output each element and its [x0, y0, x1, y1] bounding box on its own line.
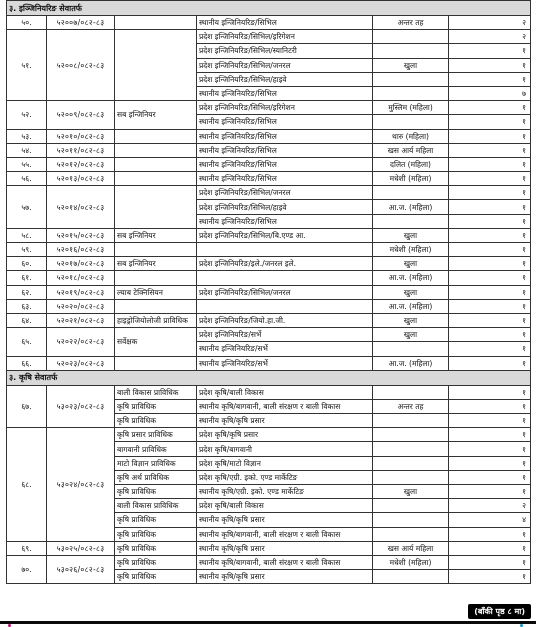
- service-subject: प्रदेश इन्जिनियरिङ/सिभिल/बि.एण्ड आ.: [197, 228, 373, 242]
- vacancy-count: १: [449, 470, 531, 484]
- service-subject: स्थानीय इन्जिनियरिङ/सिभिल: [197, 172, 373, 186]
- vacancy-count: १: [449, 541, 531, 555]
- inclusion-group: खुला: [373, 285, 449, 299]
- inclusion-group: [373, 527, 449, 541]
- vacancy-count: १: [449, 143, 531, 157]
- inclusion-group: [373, 214, 449, 228]
- service-subject: स्थानीय इन्जिनियरिङ/सिभिल: [197, 16, 373, 30]
- designation: कृषि प्राविधिक: [115, 541, 197, 555]
- service-subject: प्रदेश इन्जिनियरिङ/सिभिल/हाइवे: [197, 200, 373, 214]
- serial-number: ६६.: [7, 356, 47, 370]
- table-row: [7, 143, 531, 157]
- designation: [115, 271, 197, 285]
- inclusion-group: [373, 456, 449, 470]
- service-subject: स्थानीय कृषि/एग्री. इको. एण्ड मार्केटिङ: [197, 485, 373, 499]
- inclusion-group: मधेशी (महिला): [373, 555, 449, 569]
- vacancy-count: १: [449, 356, 531, 370]
- service-subject: स्थानीय कृषि/बागवानी, बाली संरक्षण र बाली विकास: [197, 399, 373, 413]
- designation: सर्वेक्षक: [115, 328, 197, 356]
- table-row: [7, 243, 531, 257]
- table-row: [7, 101, 531, 115]
- designation: कृषि प्राविधिक: [115, 414, 197, 428]
- advertisement-code: ५२००८/०८२-८३: [47, 30, 115, 101]
- service-subject: प्रदेश कृषि/माटो विज्ञान: [197, 456, 373, 470]
- vacancy-count: १: [449, 243, 531, 257]
- service-subject: प्रदेश कृषि/बाली विकास: [197, 499, 373, 513]
- service-subject: [197, 271, 373, 285]
- vacancy-count: १: [449, 172, 531, 186]
- service-subject: [197, 299, 373, 313]
- designation: [115, 30, 197, 101]
- serial-number: ६९.: [7, 541, 47, 555]
- advertisement-code: ५३०२६/०८२-८३: [47, 555, 115, 583]
- vacancy-count: १: [449, 527, 531, 541]
- inclusion-group: अन्तर तह: [373, 16, 449, 30]
- service-subject: स्थानीय कृषि/कृषि प्रसार: [197, 414, 373, 428]
- service-subject: स्थानीय इन्जिनियरिङ/सिभिल: [197, 157, 373, 171]
- serial-number: ५६.: [7, 172, 47, 186]
- inclusion-group: [373, 385, 449, 399]
- designation: कृषि प्राविधिक: [115, 485, 197, 499]
- advertisement-code: ५२०१६/०८२-८३: [47, 243, 115, 257]
- table-row: [7, 271, 531, 285]
- vacancy-count: १: [449, 313, 531, 327]
- table-row: [7, 228, 531, 242]
- service-subject: प्रदेश इन्जिनियरिङ/सर्भे: [197, 328, 373, 342]
- section-header-row: [7, 1, 531, 16]
- vacancy-count: ७: [449, 86, 531, 100]
- designation: [115, 186, 197, 229]
- advertisement-code: ५२००७/०८२-८३: [47, 16, 115, 30]
- vacancy-count: १: [449, 399, 531, 413]
- service-subject: स्थानीय कृषि/बागवानी, बाली संरक्षण र बाली विकास: [197, 527, 373, 541]
- service-subject: प्रदेश इन्जिनियरिङ/सिभिल/जनरल: [197, 58, 373, 72]
- vacancy-count: १: [449, 299, 531, 313]
- serial-number: ७०.: [7, 555, 47, 583]
- inclusion-group: आ.ज. (महिला): [373, 200, 449, 214]
- vacancy-count: १: [449, 456, 531, 470]
- section-header-row: [7, 370, 531, 385]
- vacancy-count: १: [449, 228, 531, 242]
- vacancy-count: १: [449, 328, 531, 342]
- designation: सब इन्जिनियर: [115, 101, 197, 129]
- service-subject: स्थानीय इन्जिनियरिङ/सर्भे: [197, 342, 373, 356]
- service-subject: प्रदेश कृषि/बागवानी: [197, 442, 373, 456]
- advertisement-code: ५२०१२/०८२-८३: [47, 157, 115, 171]
- advertisement-code: ५२०१३/०८२-८३: [47, 172, 115, 186]
- service-subject: स्थानीय इन्जिनियरिङ/सिभिल: [197, 214, 373, 228]
- vacancy-count: २: [449, 16, 531, 30]
- table-row: [7, 555, 531, 569]
- inclusion-group: [373, 499, 449, 513]
- service-subject: स्थानीय इन्जिनियरिङ/सिभिल: [197, 129, 373, 143]
- designation: कृषि अर्थ प्राविधिक: [115, 470, 197, 484]
- vacancy-count: १: [449, 555, 531, 569]
- advertisement-code: ५२०२१/०८२-८३: [47, 313, 115, 327]
- advertisement-code: ५२०२२/०८२-८३: [47, 328, 115, 356]
- inclusion-group: आ.ज. (महिला): [373, 299, 449, 313]
- serial-number: ६१.: [7, 271, 47, 285]
- section-title: ३. कृषि सेवातर्फ: [7, 370, 531, 385]
- inclusion-group: खुला: [373, 328, 449, 342]
- advertisement-code: ५३०२५/०८२-८३: [47, 541, 115, 555]
- inclusion-group: [373, 414, 449, 428]
- inclusion-group: आ.ज. (महिला): [373, 356, 449, 370]
- inclusion-group: [373, 470, 449, 484]
- table-row: [7, 30, 531, 44]
- designation: कृषि प्राविधिक: [115, 399, 197, 413]
- vacancy-table-sheet: [6, 0, 530, 584]
- vacancy-count: १: [449, 101, 531, 115]
- service-subject: प्रदेश कृषि/बाली विकास: [197, 385, 373, 399]
- table-row: [7, 157, 531, 171]
- designation: बागवानी प्राविधिक: [115, 442, 197, 456]
- vacancy-count: १: [449, 285, 531, 299]
- table-row: [7, 257, 531, 271]
- designation: बाली विकास प्राविधिक: [115, 499, 197, 513]
- vacancy-count: १: [449, 442, 531, 456]
- continued-page-note: (बाँकी पृष्ठ ८ मा): [468, 604, 531, 619]
- table-row: [7, 385, 531, 399]
- inclusion-group: [373, 186, 449, 200]
- inclusion-group: खुला: [373, 257, 449, 271]
- inclusion-group: [373, 342, 449, 356]
- vacancy-count: १: [449, 157, 531, 171]
- vacancy-count: १: [449, 129, 531, 143]
- designation: माटो विज्ञान प्राविधिक: [115, 456, 197, 470]
- advertisement-code: ५२०११/०८२-८३: [47, 143, 115, 157]
- designation: सब इन्जिनियर: [115, 228, 197, 242]
- service-subject: प्रदेश इन्जिनियरिङ/सिभिल/स्यानिटरी: [197, 44, 373, 58]
- vacancy-count: १: [449, 342, 531, 356]
- designation: ल्याब टेक्निसियन: [115, 285, 197, 299]
- inclusion-group: खस आर्य महिला: [373, 541, 449, 555]
- bottom-rule: [0, 621, 536, 624]
- table-row: [7, 313, 531, 327]
- advertisement-code: ५२०१७/०८२-८३: [47, 257, 115, 271]
- service-subject: स्थानीय कृषि/कृषि प्रसार: [197, 570, 373, 584]
- inclusion-group: खुला: [373, 485, 449, 499]
- serial-number: ५३.: [7, 129, 47, 143]
- inclusion-group: मुस्लिम (महिला): [373, 101, 449, 115]
- service-subject: प्रदेश इन्जिनियरिङ/सिभिल/इरिगेशन: [197, 101, 373, 115]
- vacancy-count: १: [449, 214, 531, 228]
- inclusion-group: खुला: [373, 313, 449, 327]
- inclusion-group: [373, 570, 449, 584]
- table-row: [7, 356, 531, 370]
- inclusion-group: मधेशी (महिला): [373, 172, 449, 186]
- advertisement-code: ५२०१५/०८२-८३: [47, 228, 115, 242]
- service-subject: स्थानीय इन्जिनियरिङ/सिभिल: [197, 86, 373, 100]
- service-subject: प्रदेश इन्जिनियरिङ/जियो.हा.जी.: [197, 313, 373, 327]
- inclusion-group: [373, 30, 449, 44]
- vacancy-count: १: [449, 428, 531, 442]
- inclusion-group: [373, 513, 449, 527]
- advertisement-code: ५२०१९/०८२-८३: [47, 285, 115, 299]
- serial-number: ६५.: [7, 328, 47, 356]
- vacancy-count: १: [449, 414, 531, 428]
- service-subject: स्थानीय कृषि/कृषि प्रसार: [197, 513, 373, 527]
- vacancy-count: २: [449, 499, 531, 513]
- inclusion-group: थारु (महिला): [373, 129, 449, 143]
- designation: बाली विकास प्राविधिक: [115, 385, 197, 399]
- designation: [115, 129, 197, 143]
- service-subject: प्रदेश कृषि/एग्री. इको. एण्ड मार्केटिङ: [197, 470, 373, 484]
- designation: कृषि प्रसार प्राविधिक: [115, 428, 197, 442]
- serial-number: ६८.: [7, 428, 47, 542]
- vacancy-count: १: [449, 271, 531, 285]
- designation: सब इन्जिनियर: [115, 257, 197, 271]
- inclusion-group: दलित (महिला): [373, 157, 449, 171]
- table-row: [7, 16, 531, 30]
- inclusion-group: [373, 86, 449, 100]
- table-row: [7, 299, 531, 313]
- table-row: [7, 129, 531, 143]
- inclusion-group: खुला: [373, 58, 449, 72]
- vacancy-count: १: [449, 72, 531, 86]
- serial-number: ५०.: [7, 16, 47, 30]
- designation: [115, 299, 197, 313]
- service-subject: प्रदेश इन्जिनियरिङ/इले./जनरल इले.: [197, 257, 373, 271]
- serial-number: ६२.: [7, 285, 47, 299]
- designation: [115, 143, 197, 157]
- serial-number: ५२.: [7, 101, 47, 129]
- designation: कृषि प्राविधिक: [115, 570, 197, 584]
- serial-number: ५५.: [7, 157, 47, 171]
- designation: हाइड्रोजियोलोजी प्राविधिक: [115, 313, 197, 327]
- vacancy-count: १: [449, 44, 531, 58]
- designation: कृषि प्राविधिक: [115, 513, 197, 527]
- designation: [115, 157, 197, 171]
- serial-number: ५४.: [7, 143, 47, 157]
- table-row: [7, 328, 531, 342]
- serial-number: ६०.: [7, 257, 47, 271]
- vacancy-count: ४: [449, 513, 531, 527]
- inclusion-group: [373, 72, 449, 86]
- service-subject: स्थानीय इन्जिनियरिङ/सिभिल: [197, 115, 373, 129]
- advertisement-code: ५२०१८/०८२-८३: [47, 271, 115, 285]
- vacancy-count: १: [449, 186, 531, 200]
- table-row: [7, 172, 531, 186]
- serial-number: ६३.: [7, 299, 47, 313]
- vacancy-count: १: [449, 257, 531, 271]
- vacancy-count: १: [449, 570, 531, 584]
- advertisement-code: ५२०१०/०८२-८३: [47, 129, 115, 143]
- inclusion-group: खुला: [373, 228, 449, 242]
- advertisement-code: ५२००९/०८२-८३: [47, 101, 115, 129]
- table-row: [7, 285, 531, 299]
- serial-number: ६७.: [7, 385, 47, 428]
- inclusion-group: आ.ज. (महिला): [373, 271, 449, 285]
- service-subject: प्रदेश इन्जिनियरिङ/सिभिल/इरिगेशन: [197, 30, 373, 44]
- vacancy-count: १: [449, 115, 531, 129]
- section-title: ३. इञ्जिनियरिङ सेवातर्फ: [7, 1, 531, 16]
- inclusion-group: मधेशी (महिला): [373, 243, 449, 257]
- serial-number: ५१.: [7, 30, 47, 101]
- advertisement-code: ५२०१४/०८२-८३: [47, 186, 115, 229]
- designation: कृषि प्राविधिक: [115, 527, 197, 541]
- vacancy-table-body: [7, 1, 531, 584]
- designation: कृषि प्राविधिक: [115, 555, 197, 569]
- service-subject: प्रदेश इन्जिनियरिङ/सिभिल/जनरल: [197, 285, 373, 299]
- service-subject: स्थानीय इन्जिनियरिङ/सर्भे: [197, 356, 373, 370]
- vacancy-count: १: [449, 58, 531, 72]
- designation: [115, 243, 197, 257]
- service-subject: प्रदेश कृषि/कृषि प्रसार: [197, 428, 373, 442]
- table-row: [7, 541, 531, 555]
- advertisement-code: ५३०२३/०८२-८३: [47, 385, 115, 428]
- serial-number: ५९.: [7, 243, 47, 257]
- serial-number: ५८.: [7, 228, 47, 242]
- service-subject: [197, 243, 373, 257]
- designation: [115, 172, 197, 186]
- inclusion-group: [373, 44, 449, 58]
- inclusion-group: खस आर्य महिला: [373, 143, 449, 157]
- advertisement-code: ५२०२०/०८२-८३: [47, 299, 115, 313]
- vacancy-table: [6, 0, 531, 584]
- advertisement-code: ५३०२४/०८२-८३: [47, 428, 115, 542]
- serial-number: ५७.: [7, 186, 47, 229]
- vacancy-count: १: [449, 485, 531, 499]
- service-subject: स्थानीय कृषि/बागवानी, बाली संरक्षण र बाली विकास: [197, 555, 373, 569]
- service-subject: स्थानीय कृषि/कृषि प्रसार: [197, 541, 373, 555]
- vacancy-count: २: [449, 30, 531, 44]
- service-subject: प्रदेश इन्जिनियरिङ/सिभिल/हाइवे: [197, 72, 373, 86]
- serial-number: ६४.: [7, 313, 47, 327]
- inclusion-group: [373, 428, 449, 442]
- designation: [115, 356, 197, 370]
- inclusion-group: अन्तर तह: [373, 399, 449, 413]
- inclusion-group: [373, 442, 449, 456]
- table-row: [7, 186, 531, 200]
- advertisement-code: ५२०२३/०८२-८३: [47, 356, 115, 370]
- vacancy-count: १: [449, 385, 531, 399]
- table-row: [7, 428, 531, 442]
- designation: [115, 16, 197, 30]
- inclusion-group: [373, 115, 449, 129]
- service-subject: प्रदेश इन्जिनियरिङ/सिभिल/जनरल: [197, 186, 373, 200]
- vacancy-count: १: [449, 200, 531, 214]
- service-subject: स्थानीय इन्जिनियरिङ/सिभिल: [197, 143, 373, 157]
